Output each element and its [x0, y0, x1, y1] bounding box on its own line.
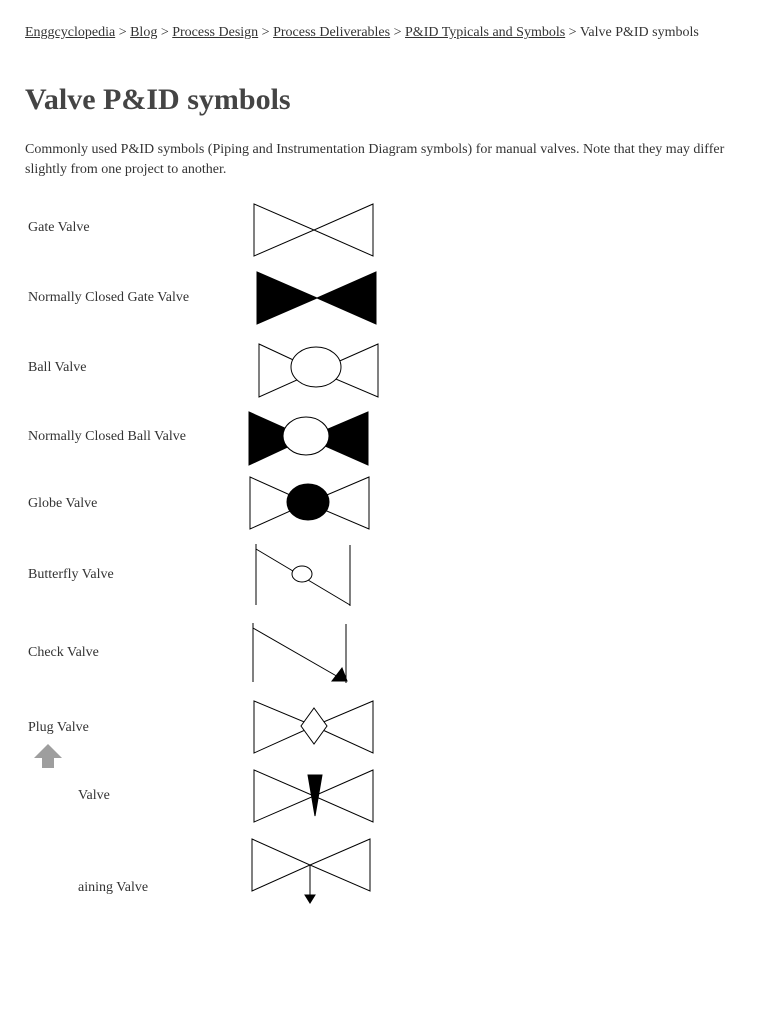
- valve-label-plug: Plug Valve: [28, 720, 89, 735]
- valve-label-draining: aining Valve: [78, 880, 149, 895]
- valve-label-gate: Gate Valve: [28, 220, 90, 235]
- valve-label-globe: Globe Valve: [28, 496, 98, 511]
- butterfly-valve-icon: [253, 541, 355, 609]
- label-overlay: [28, 872, 78, 900]
- normally-closed-gate-valve-icon: [255, 270, 379, 326]
- normally-closed-ball-valve-icon: [247, 410, 371, 468]
- gate-valve-icon: [252, 202, 376, 258]
- breadcrumb-separator: >: [568, 25, 577, 40]
- check-valve-icon: [250, 620, 352, 686]
- label-overlay: [28, 782, 78, 810]
- valve-label-ball: Ball Valve: [28, 360, 87, 375]
- valve-label-butterfly: Butterfly Valve: [28, 567, 114, 582]
- breadcrumb-link-process-deliverables[interactable]: Process Deliverables: [273, 25, 391, 40]
- breadcrumb-link-enggcyclopedia[interactable]: Enggcyclopedia: [25, 25, 116, 40]
- valve-label-needle: Valve: [78, 788, 110, 803]
- needle-valve-icon: [252, 768, 376, 826]
- page-title: Valve P&ID symbols: [25, 83, 291, 116]
- plug-valve-icon: [252, 699, 376, 757]
- scroll-to-top-button[interactable]: [28, 740, 68, 772]
- draining-valve-icon: [250, 837, 374, 907]
- intro-paragraph: Commonly used P&ID symbols (Piping and Instrumentation Diagram symbols) for manual valves. Note that they may differ slightly from one project to another.: [25, 142, 725, 177]
- breadcrumb-separator: >: [118, 25, 127, 40]
- breadcrumb-current: Valve P&ID symbols: [579, 25, 699, 40]
- breadcrumb: [25, 23, 740, 42]
- globe-valve-icon: [248, 475, 372, 533]
- breadcrumb-link-pid-typicals[interactable]: P&ID Typicals and Symbols: [405, 25, 566, 40]
- breadcrumb-link-blog[interactable]: Blog: [130, 25, 158, 40]
- breadcrumb-separator: >: [160, 25, 169, 40]
- valve-label-check: Check Valve: [28, 645, 99, 660]
- valve-label-normally-closed-gate: Normally Closed Gate Valve: [28, 290, 190, 305]
- breadcrumb-separator: >: [261, 25, 270, 40]
- valve-label-normally-closed-ball: Normally Closed Ball Valve: [28, 429, 186, 444]
- up-arrow-icon: [28, 740, 68, 772]
- ball-valve-icon: [257, 342, 381, 400]
- breadcrumb-separator: >: [393, 25, 402, 40]
- breadcrumb-link-process-design[interactable]: Process Design: [172, 25, 259, 40]
